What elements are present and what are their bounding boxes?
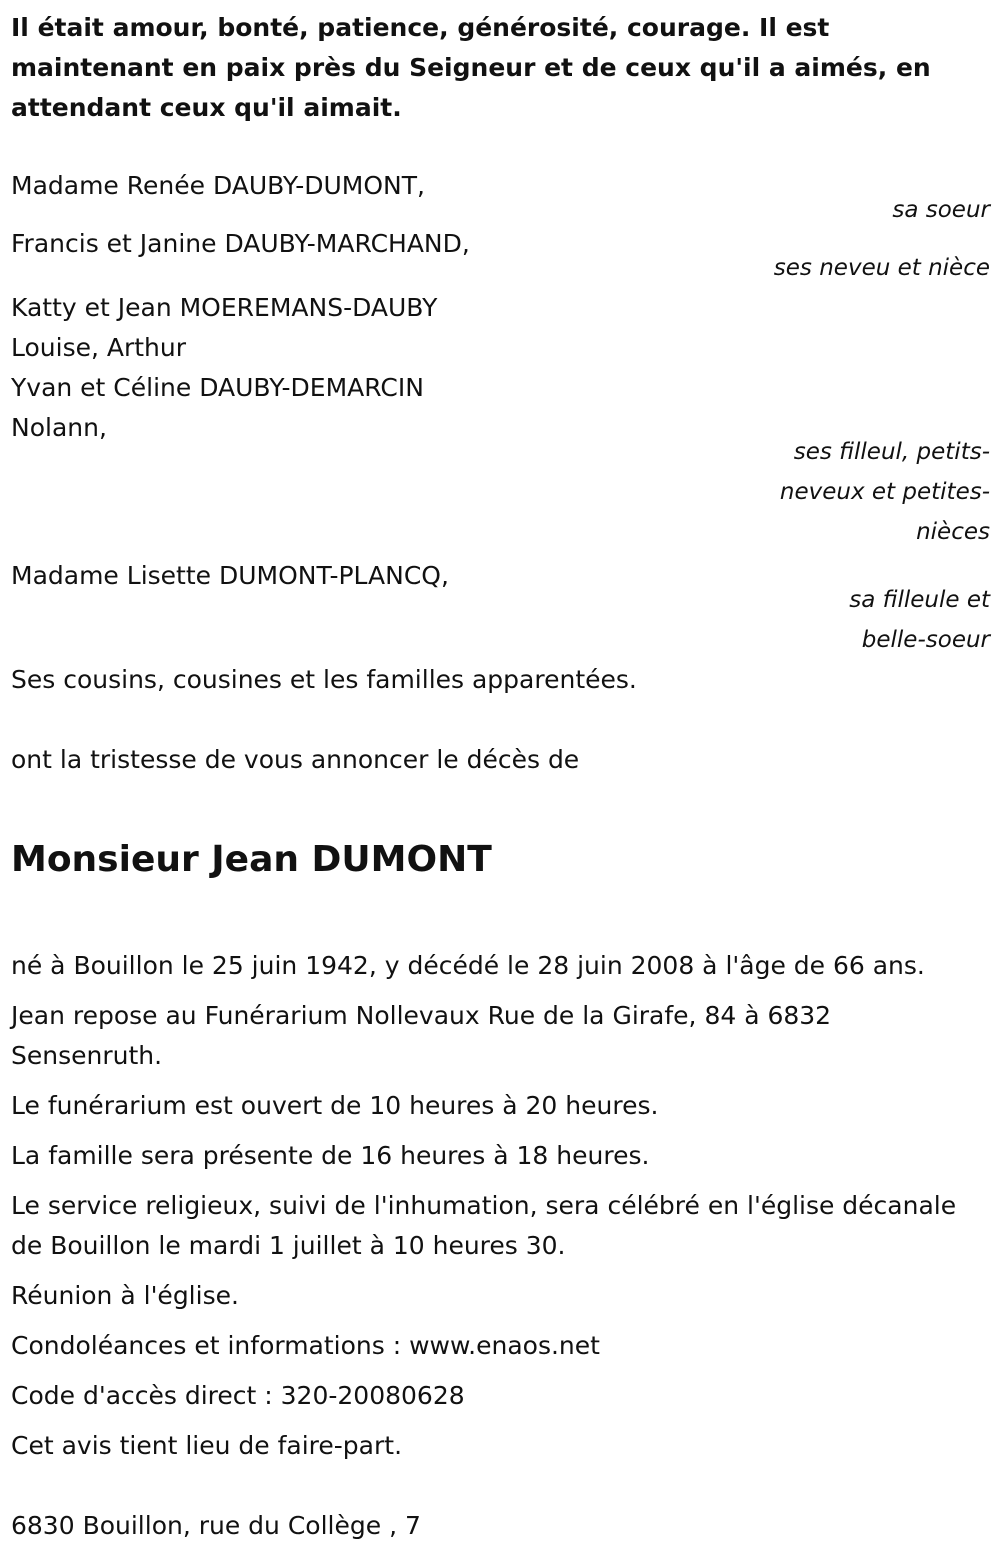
family-names [11, 288, 990, 448]
intro-quote: Il était amour, bonté, patience, générosité, courage. Il est maintenant en paix près du Seigneur et de ceux qu'il a aimés, en attendant ceux qu'il aimait. [11, 13, 931, 122]
family-entry [11, 556, 990, 660]
address: 6830 Bouillon, rue du Collège , 7 [11, 1511, 421, 1540]
family-name-line: Yvan et Céline DAUBY-DEMARCIN [11, 373, 424, 402]
detail-paragraph: Le funérarium est ouvert de 10 heures à 20 heures. [11, 1091, 659, 1120]
funeral-details [11, 946, 990, 1466]
detail-paragraph: Réunion à l'église. [11, 1281, 239, 1310]
detail-paragraph: La famille sera présente de 16 heures à 18 heures. [11, 1141, 650, 1170]
family-name-line: Louise, Arthur [11, 333, 187, 362]
family-relation: sa filleule et belle-soeur [849, 587, 990, 653]
family-relation: ses filleul, petits-neveux et petites-nièces [779, 439, 990, 545]
family-entry [11, 166, 990, 230]
family-name-line: Madame Renée DAUBY-DUMONT, [11, 171, 425, 200]
family-name-line: Madame Lisette DUMONT-PLANCQ, [11, 561, 449, 590]
deceased-name: Monsieur Jean DUMONT [11, 839, 492, 880]
detail-paragraph: Jean repose au Funérarium Nollevaux Rue de la Girafe, 84 à 6832 Sensenruth. [11, 1001, 832, 1070]
family-relation: ses neveu et nièce [773, 255, 990, 281]
announcement: ont la tristesse de vous annoncer le décès de [11, 745, 580, 774]
family-name-line: Katty et Jean MOEREMANS-DAUBY [11, 293, 438, 322]
detail-paragraph: Code d'accès direct : 320-20080628 [11, 1381, 465, 1410]
family-relation: sa soeur [892, 197, 990, 223]
detail-paragraph: Le service religieux, suivi de l'inhumation, sera célébré en l'église décanale de Bouillon le mardi 1 juillet à 10 heures 30. [11, 1191, 957, 1260]
family-entry [11, 288, 990, 552]
detail-paragraph: Cet avis tient lieu de faire-part. [11, 1431, 403, 1460]
cousins-line: Ses cousins, cousines et les familles apparentées. [11, 665, 637, 694]
detail-paragraph: Condoléances et informations : www.enaos.net [11, 1331, 600, 1360]
family-name-line: Nolann, [11, 413, 107, 442]
detail-paragraph: né à Bouillon le 25 juin 1942, y décédé le 28 juin 2008 à l'âge de 66 ans. [11, 951, 925, 980]
family-name-line: Francis et Janine DAUBY-MARCHAND, [11, 229, 470, 258]
family-list [11, 166, 990, 700]
family-entry [11, 224, 990, 288]
